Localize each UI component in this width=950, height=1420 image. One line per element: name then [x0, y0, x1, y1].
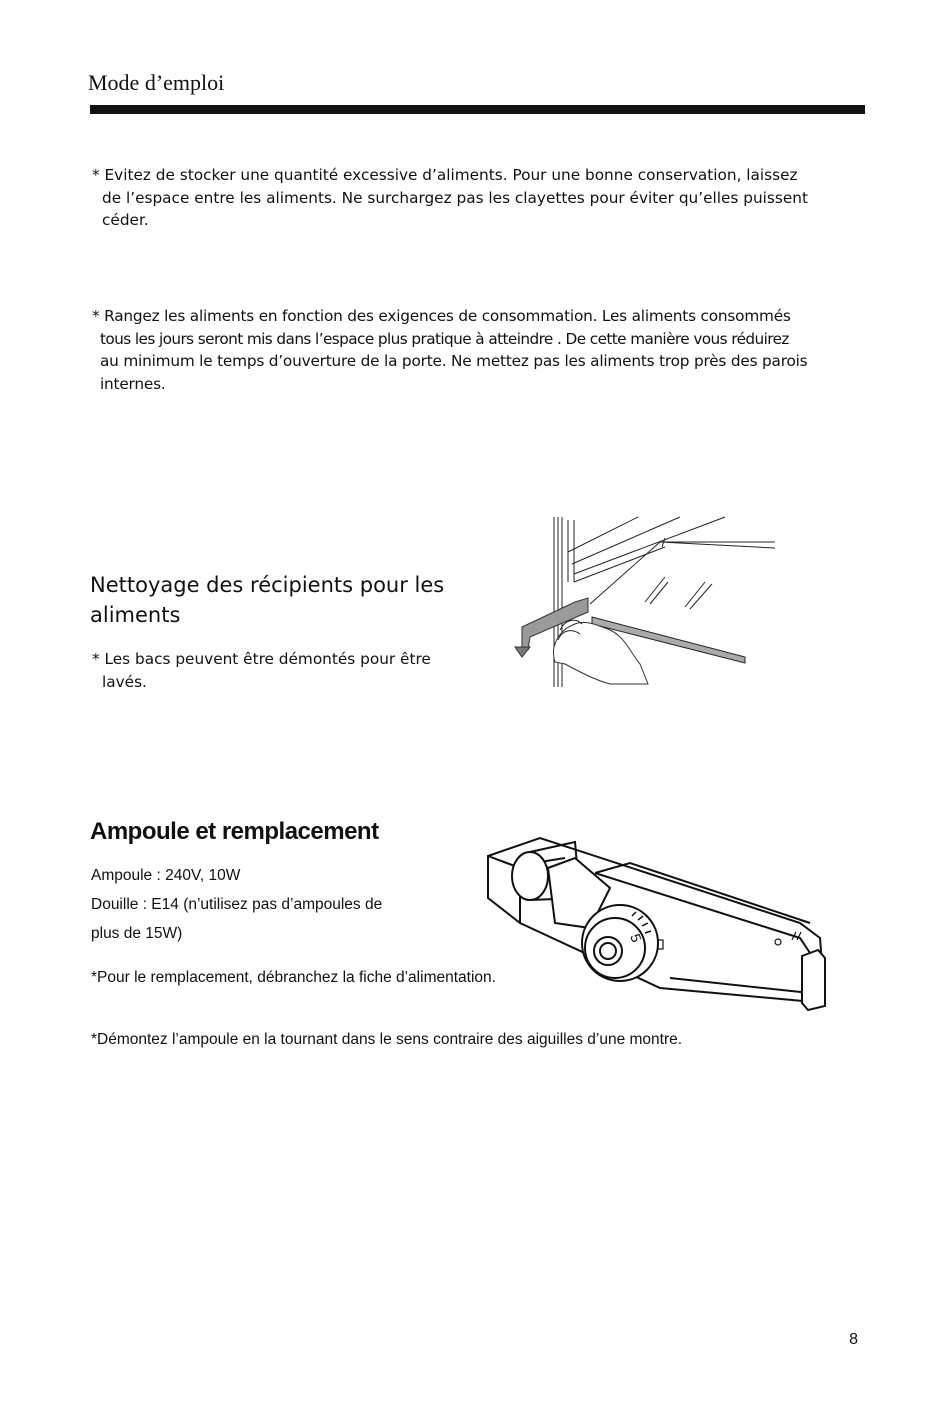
cleaning-title-line: Nettoyage des récipients pour les: [90, 573, 445, 597]
cleaning-title-line: aliments: [90, 603, 181, 627]
dial-number: 5: [627, 931, 645, 945]
lamp-housing-illustration: [480, 828, 845, 1020]
cleaning-note-line: lavés.: [102, 672, 147, 691]
bulb-unplug-note: *Pour le remplacement, débranchez la fiche d’alimentation.: [91, 969, 496, 986]
cleaning-section-title: [90, 570, 444, 630]
arrangement-paragraph-line: tous les jours seront mis dans l’espace plus pratique à atteindre . De cette manière vous réduirez: [100, 329, 789, 348]
cleaning-note-line: * Les bacs peuvent être démontés pour être: [92, 650, 431, 668]
arrangement-paragraph-line: internes.: [100, 374, 166, 393]
arrangement-paragraph: [92, 305, 807, 395]
drawer-removal-illustration: [500, 512, 790, 692]
bulb-section-title: Ampoule et remplacement: [90, 818, 379, 845]
page-number: 8: [849, 1331, 858, 1348]
bulb-spec-voltage: Ampoule : 240V, 10W: [91, 867, 241, 884]
page-header-title: Mode d’emploi: [88, 70, 225, 95]
storage-paragraph-line: céder.: [102, 211, 149, 229]
bulb-spec-socket: Douille : E14 (n’utilisez pas d’ampoules de: [91, 896, 383, 913]
header-rule: [90, 105, 865, 114]
storage-paragraph-line: * Evitez de stocker une quantité excessive d’aliments. Pour une bonne conservation, laissez: [92, 166, 798, 184]
arrangement-paragraph-line: au minimum le temps d’ouverture de la porte. Ne mettez pas les aliments trop près des parois: [100, 352, 808, 370]
bulb-spec-socket-cont: plus de 15W): [91, 925, 183, 942]
arrangement-paragraph-line: * Rangez les aliments en fonction des exigences de consommation. Les aliments consommés: [92, 307, 791, 325]
storage-paragraph: [92, 164, 808, 232]
bulb-removal-note: *Démontez l’ampoule en la tournant dans le sens contraire des aiguilles d’une montre.: [91, 1031, 683, 1048]
storage-paragraph-line: de l’espace entre les aliments. Ne surchargez pas les clayettes pour éviter qu’elles puissent: [102, 188, 808, 207]
cleaning-note: [92, 648, 431, 693]
